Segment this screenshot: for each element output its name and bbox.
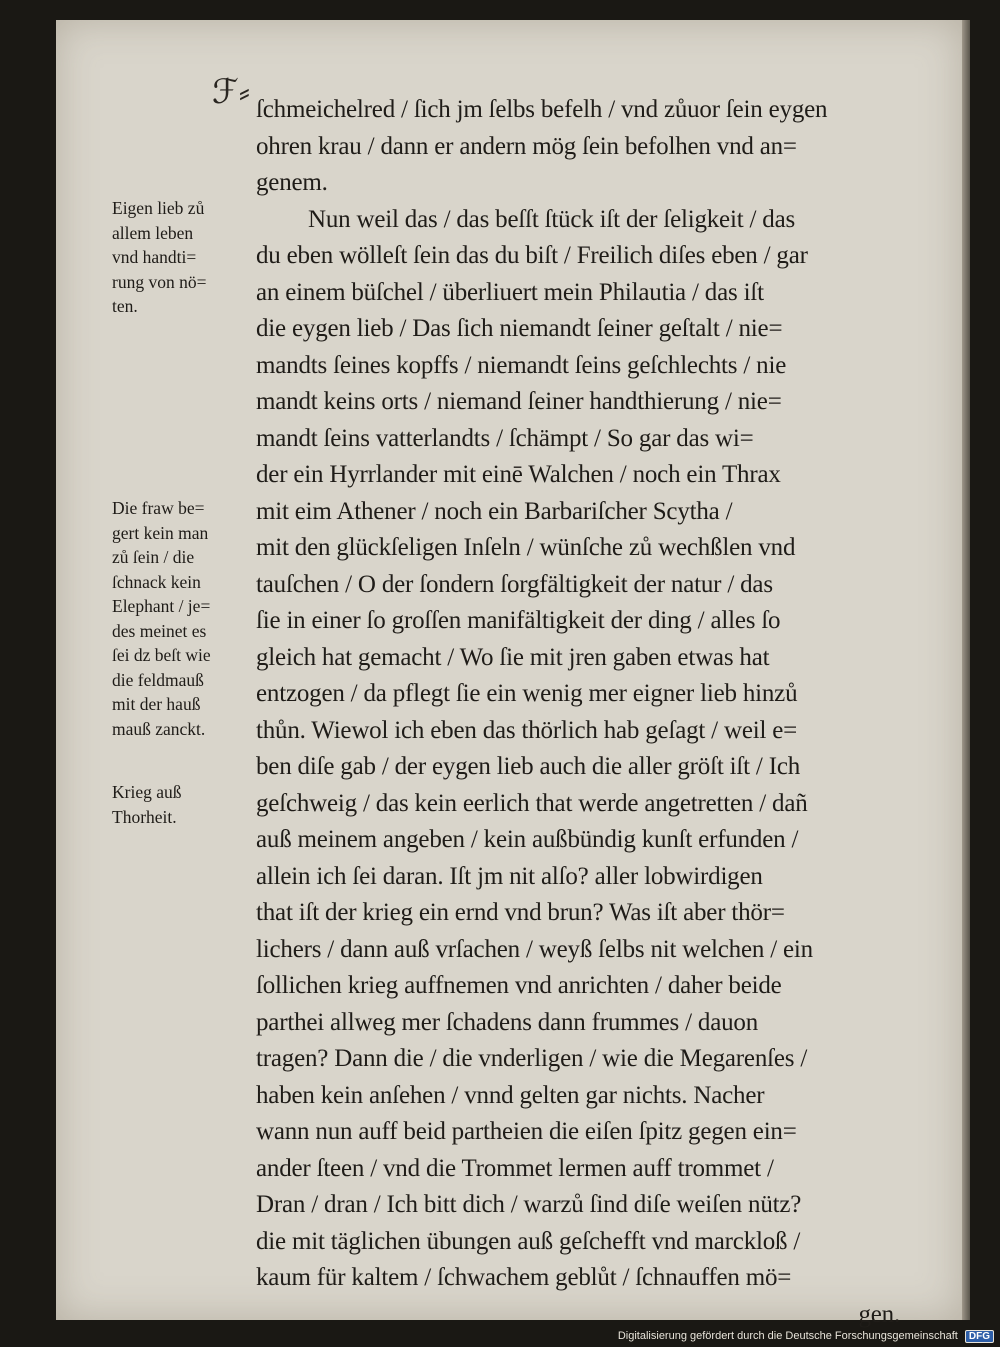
- text-line: die mit täglichen übungen auß geſchefft vnd marckloß /: [256, 1227, 801, 1255]
- note-line: allem leben: [112, 222, 194, 243]
- text-line: gleich hat gemacht / Wo ſie mit jren gaben etwas hat: [256, 643, 770, 671]
- text-line: entzogen / da pflegt ſie ein wenig mer eigner lieb hinzů: [256, 680, 798, 707]
- note-line: ſchnack kein: [112, 571, 201, 592]
- text-line: mandts ſeines kopffs / niemandt ſeins geſchlechts / nie: [256, 351, 787, 379]
- note-line: zů ſein / die: [112, 547, 195, 567]
- note-line: mit der hauß: [112, 694, 201, 714]
- text-line: kaum für kaltem / ſchwachem geblůt / ſchnauffen mö=: [256, 1264, 792, 1291]
- note-line: Elephant / je=: [112, 596, 211, 616]
- note-line: vnd handti=: [112, 247, 197, 267]
- text-line: ſollichen krieg auffnemen vnd anrichten / daher beide: [256, 972, 782, 999]
- text-line: Nun weil das / das beſſt ſtück iſt der ſeligkeit / das: [308, 205, 796, 233]
- text-line: an einem büſchel / überliuert mein Philautia / das iſt: [256, 278, 764, 306]
- text-line: ſchmeichelred / ſich jm ſelbs befelh / vnd zůuor ſein eygen: [256, 96, 828, 123]
- text-line: auß meinem angeben / kein außbündig kunſt erfunden /: [256, 826, 799, 853]
- text-line: mandt keins orts / niemand ſeiner handthierung / nie=: [256, 388, 782, 415]
- marginal-note-die-fraw: [112, 496, 252, 741]
- catchmark: ℱ⸗: [212, 72, 251, 112]
- dfg-logo-icon: DFG: [965, 1330, 994, 1343]
- text-line: du eben wölleſt ſein das du biſt / Freilich diſes eben / gar: [256, 242, 808, 269]
- page-edge: [962, 20, 970, 1320]
- text-line: geſchweig / das kein eerlich that werde angetretten / dañ: [256, 789, 808, 817]
- text-line: gen.: [858, 1300, 900, 1328]
- marginal-note-eigen-lieb: [112, 196, 252, 319]
- text-line: ſie in einer ſo groſſen manifältigkeit der ding / alles ſo: [256, 607, 781, 634]
- text-line: lichers / dann auß vrſachen / weyß ſelbs nit welchen / ein: [256, 935, 813, 963]
- note-line: Thorheit.: [112, 806, 177, 827]
- note-line: des meinet es: [112, 620, 207, 641]
- text-line: haben kein anſehen / vnnd gelten gar nichts. Nacher: [256, 1081, 765, 1109]
- text-line: ben diſe gab / der eygen lieb auch die aller gröſt iſt / Ich: [256, 753, 801, 780]
- text-line: ander ſteen / vnd die Trommet lermen auff trommet /: [256, 1154, 774, 1182]
- note-line: die feldmauß: [112, 669, 204, 690]
- digitization-footer: [0, 1330, 994, 1343]
- text-line: tragen? Dann die / die vnderligen / wie die Megarenſes /: [256, 1045, 808, 1072]
- text-line: mandt ſeins vatterlandts / ſchämpt / So gar das wi=: [256, 424, 754, 452]
- text-line: that iſt der krieg ein ernd vnd brun? Was iſt aber thör=: [256, 899, 785, 926]
- text-line: tauſchen / O der ſondern ſorgfältigkeit der natur / das: [256, 570, 773, 598]
- note-line: Eigen lieb zů: [112, 198, 205, 218]
- note-line: rung von nö=: [112, 271, 207, 292]
- note-line: gert kein man: [112, 522, 209, 543]
- text-line: ohren krau / dann er andern mög ſein befolhen vnd an=: [256, 132, 797, 160]
- note-line: Krieg auß: [112, 782, 182, 802]
- note-line: Die fraw be=: [112, 498, 205, 518]
- footer-credit: Digitalisierung gefördert durch die Deutsche Forschungsgemeinschaft: [617, 1330, 958, 1342]
- note-line: mauß zanckt.: [112, 718, 206, 739]
- text-line: die eygen lieb / Das ſich niemandt ſeiner geſtalt / nie=: [256, 315, 783, 342]
- text-line: allein ich ſei daran. Iſt jm nit alſo? aller lobwirdigen: [256, 862, 763, 890]
- note-line: ſei dz beſt wie: [112, 645, 211, 665]
- main-text-block: [256, 92, 906, 1333]
- text-line: mit den glückſeligen Inſeln / wünſche zů wechßlen vnd: [256, 534, 796, 561]
- text-line: wann nun auff beid partheien die eiſen ſpitz gegen ein=: [256, 1118, 797, 1145]
- text-line: der ein Hyrrlander mit einē Walchen / noch ein Thrax: [256, 461, 781, 488]
- text-line: parthei allweg mer ſchadens dann frummes / dauon: [256, 1008, 759, 1036]
- text-line: Dran / dran / Ich bitt dich / warzů ſind diſe weiſen nütz?: [256, 1191, 802, 1218]
- marginal-note-krieg: [112, 780, 252, 829]
- text-line: genem.: [256, 169, 328, 196]
- text-line: mit eim Athener / noch ein Barbariſcher Scytha /: [256, 497, 733, 525]
- note-line: ten.: [112, 296, 138, 316]
- text-line: thůn. Wiewol ich eben das thörlich hab geſagt / weil e=: [256, 716, 798, 744]
